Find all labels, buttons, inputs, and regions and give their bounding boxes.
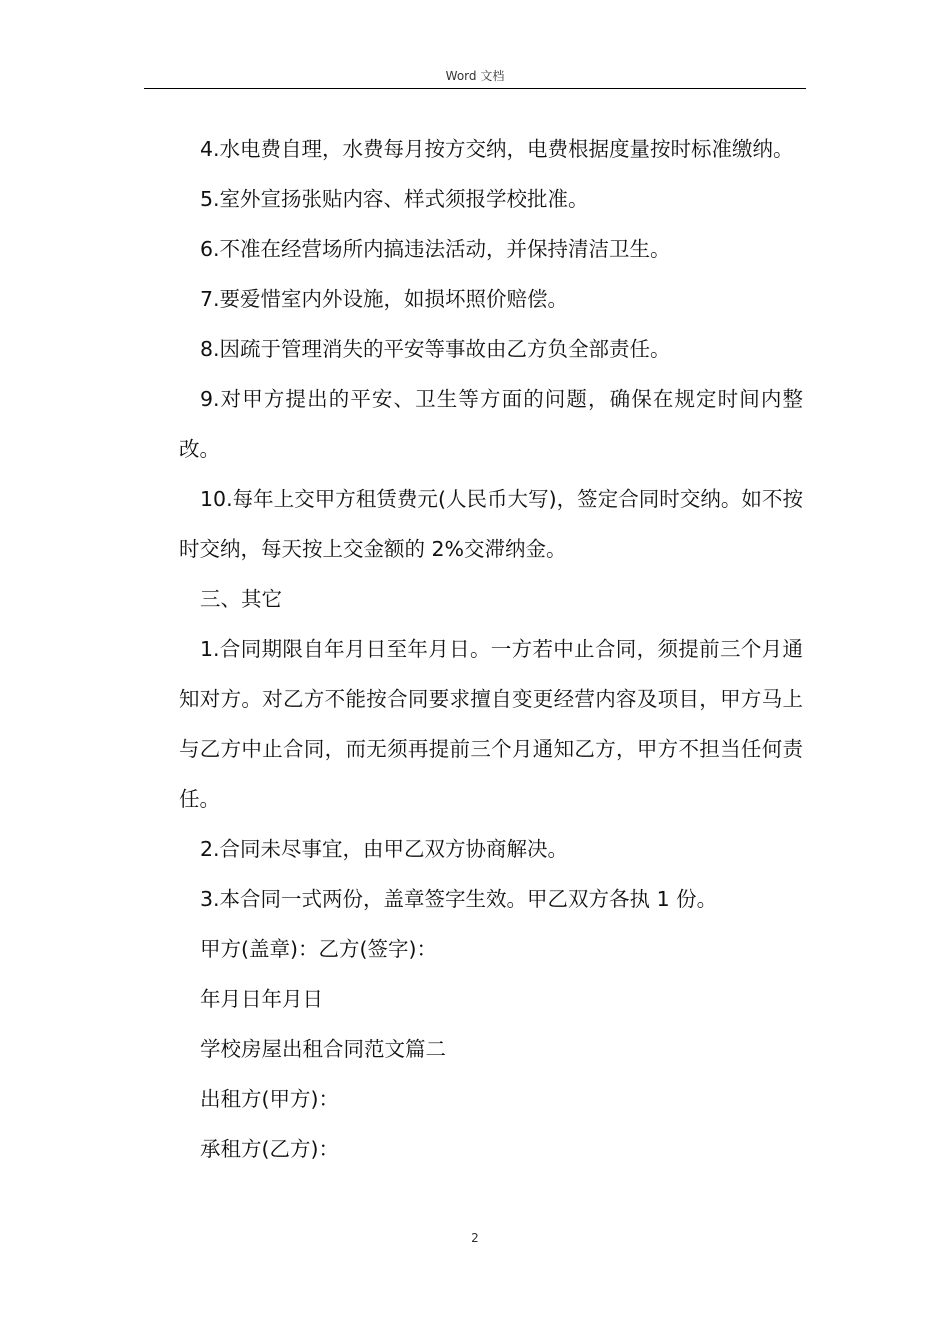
paragraph-item-10: 10.每年上交甲方租赁费元(人民币大写)，签定合同时交纳。如不按时交纳，每天按上交金额的 2%交滞纳金。 [179, 487, 803, 561]
page-footer [0, 1230, 950, 1246]
section-heading-other: 三、其它 [200, 587, 282, 611]
lessee-line: 承租方(乙方)： [200, 1137, 339, 1161]
date-line: 年月日年月日 [200, 987, 323, 1011]
paragraph-other-3: 3.本合同一式两份，盖章签字生效。甲乙双方各执 1 份。 [200, 887, 718, 911]
paragraph-item-7: 7.要爱惜室内外设施，如损坏照价赔偿。 [200, 287, 569, 311]
paragraph-item-4: 4.水电费自理，水费每月按方交纳，电费根据度量按时标准缴纳。 [200, 137, 794, 161]
header-title: Word 文档 [445, 69, 505, 83]
paragraph-other-2: 2.合同未尽事宜，由甲乙双方协商解决。 [200, 837, 569, 861]
paragraph-item-6: 6.不准在经营场所内搞违法活动，并保持清洁卫生。 [200, 237, 671, 261]
signature-line: 甲方(盖章)：乙方(签字)： [200, 937, 437, 961]
paragraph-item-5: 5.室外宣扬张贴内容、样式须报学校批准。 [200, 187, 589, 211]
contract-title-two: 学校房屋出租合同范文篇二 [200, 1037, 446, 1061]
page-header [144, 68, 806, 89]
lessor-line: 出租方(甲方)： [200, 1087, 339, 1111]
paragraph-item-8: 8.因疏于管理消失的平安等事故由乙方负全部责任。 [200, 337, 671, 361]
page-number: 2 [471, 1231, 479, 1245]
paragraph-item-9: 9.对甲方提出的平安、卫生等方面的问题，确保在规定时间内整改。 [179, 387, 803, 461]
document-body [179, 124, 803, 1174]
paragraph-other-1: 1.合同期限自年月日至年月日。一方若中止合同，须提前三个月通知对方。对乙方不能按合同要求擅自变更经营内容及项目，甲方马上与乙方中止合同，而无须再提前三个月通知乙方，甲方不担当任何责任。 [179, 637, 803, 811]
